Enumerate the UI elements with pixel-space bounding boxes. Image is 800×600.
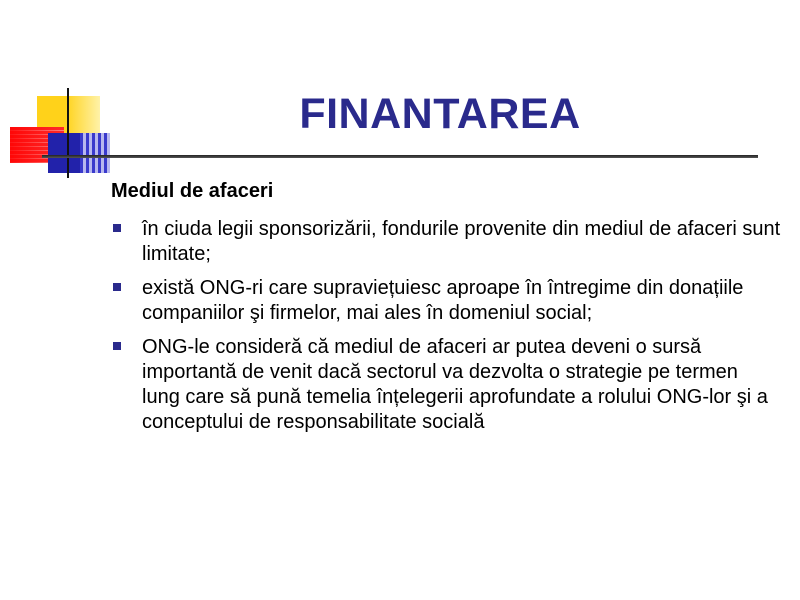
bullet-item: [111, 217, 781, 267]
bullet-item: [111, 276, 781, 326]
blue-square: [48, 133, 81, 173]
bullet-item: [111, 335, 781, 435]
bullet-text: ONG-le consideră că mediul de afaceri ar putea deveni o sursă importantă de venit dacă sectorul va dezvolta o strategie pe termen lung care să pună temelia înțelegerii aprofundate a rolului ONG-lor şi a conceptului de responsabilitate socială: [142, 336, 768, 433]
light-blue-square: [80, 133, 110, 173]
slide-title: FINANTAREA: [299, 90, 581, 138]
bullet-list: [111, 217, 781, 444]
square-bullet-icon: [113, 283, 121, 291]
square-bullet-icon: [113, 342, 121, 350]
title-divider: [42, 155, 758, 158]
decorative-vertical-line: [67, 88, 69, 178]
decorative-squares-logo: [0, 0, 130, 190]
bullet-text: în ciuda legii sponsorizării, fondurile provenite din mediul de afaceri sunt limitate;: [142, 218, 781, 265]
section-heading: Mediul de afaceri: [111, 180, 274, 202]
bullet-text: există ONG-ri care supraviețuiesc aproape în întregime din donațiile companiilor şi firmelor, mai ales în domeniul social;: [142, 277, 744, 324]
square-bullet-icon: [113, 224, 121, 232]
